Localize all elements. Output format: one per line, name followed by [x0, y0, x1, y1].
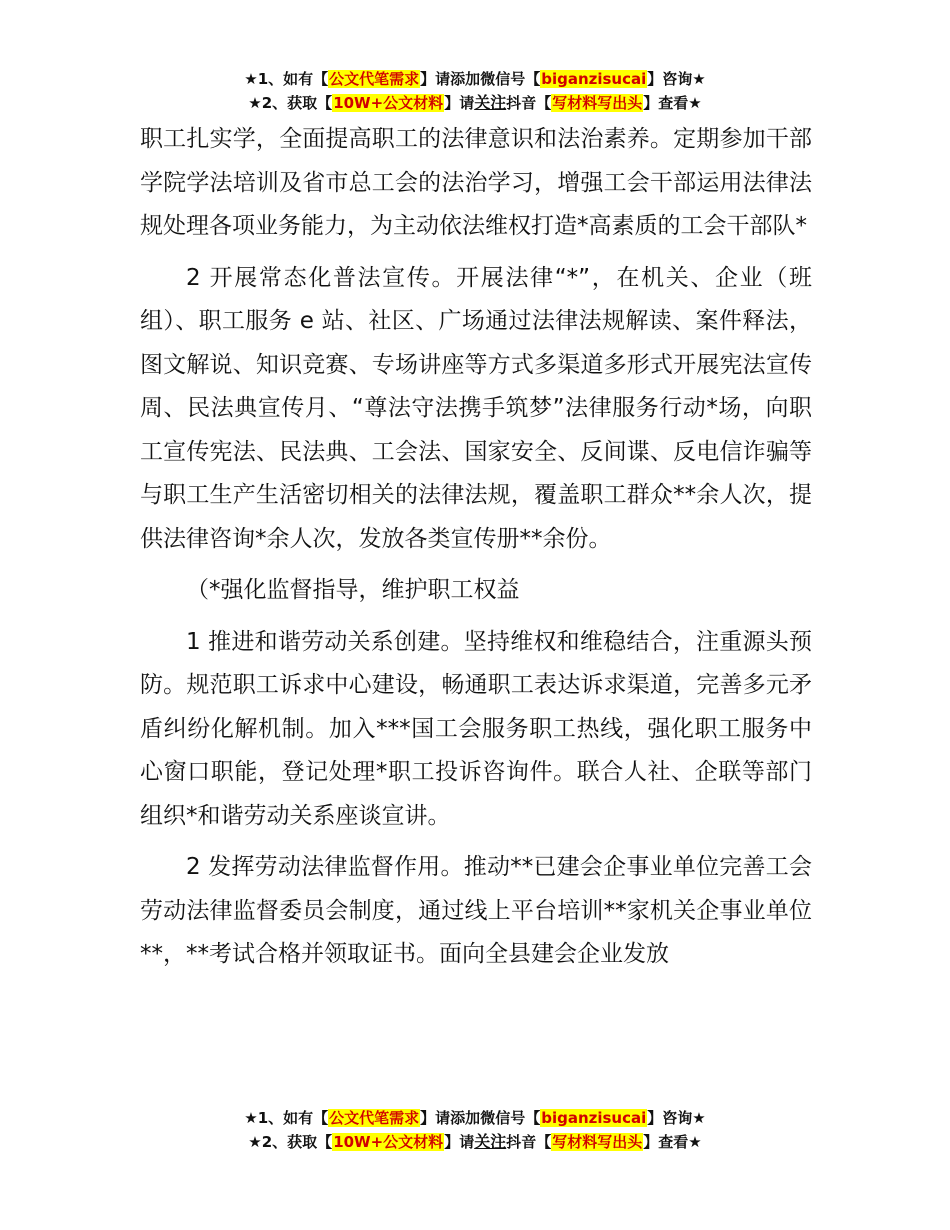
banner-highlight-materials: 10W+公文材料: [333, 94, 444, 112]
document-body: [140, 118, 812, 985]
banner-highlight-service: 公文代笔需求: [329, 1109, 420, 1127]
banner-line-2: ★2、获取【10W+公文材料】请关注抖音【写材料写出头】查看★: [248, 1132, 702, 1151]
header-banner: [0, 68, 950, 115]
paragraph-continued: 职工扎实学，全面提高职工的法律意识和法治素养。定期参加干部学院学法培训及省市总工会的法治学习，增强工会干部运用法律法规处理各项业务能力，为主动依法维权打造*高素质的工会干部队*: [140, 126, 812, 239]
banner-highlight-douyin: 写材料写出头: [552, 94, 643, 112]
banner-highlight-wechat-id: biganzisucai: [541, 1109, 647, 1127]
banner-line-2: ★2、获取【10W+公文材料】请关注抖音【写材料写出头】查看★: [248, 93, 702, 112]
section-heading: （*强化监督指导，维护职工权益: [186, 577, 520, 603]
footer-banner: [0, 1107, 950, 1154]
paragraph-legal-publicity: 2 开展常态化普法宣传。开展法律“*”，在机关、企业（班组）、职工服务 e 站、社区、广场通过法律法规解读、案件释法，图文解说、知识竞赛、专场讲座等方式多渠道多形式开展宪法宣传周、民法典宣传月、“尊法守法携手筑梦”法律服务行动*场，向职工宣传宪法、民法典、工会法、国家安全、反间谍、反电信诈骗等与职工生产生活密切相关的法律法规，覆盖职工群众**余人次，提供法律咨询*余人次，发放各类宣传册**余份。: [140, 264, 812, 552]
paragraph-labor-relations: 1 推进和谐劳动关系创建。坚持维权和维稳结合，注重源头预防。规范职工诉求中心建设，畅通职工表达诉求渠道，完善多元矛盾纠纷化解机制。加入***国工会服务职工热线，强化职工服务中心窗口职能，登记处理*职工投诉咨询件。联合人社、企联等部门组织*和谐劳动关系座谈宣讲。: [140, 628, 812, 829]
banner-highlight-wechat-id: biganzisucai: [541, 70, 647, 88]
banner-line-1: ★1、如有【公文代笔需求】请添加微信号【biganzisucai】咨询★: [244, 70, 706, 88]
banner-highlight-materials: 10W+公文材料: [333, 1133, 444, 1151]
banner-highlight-service: 公文代笔需求: [329, 70, 420, 88]
banner-highlight-douyin: 写材料写出头: [552, 1133, 643, 1151]
paragraph-labor-supervision: 2 发挥劳动法律监督作用。推动**已建会企事业单位完善工会劳动法律监督委员会制度，通过线上平台培训**家机关企事业单位**，**考试合格并领取证书。面向全县建会企业发放: [140, 854, 812, 967]
banner-line-1: ★1、如有【公文代笔需求】请添加微信号【biganzisucai】咨询★: [244, 1109, 706, 1127]
